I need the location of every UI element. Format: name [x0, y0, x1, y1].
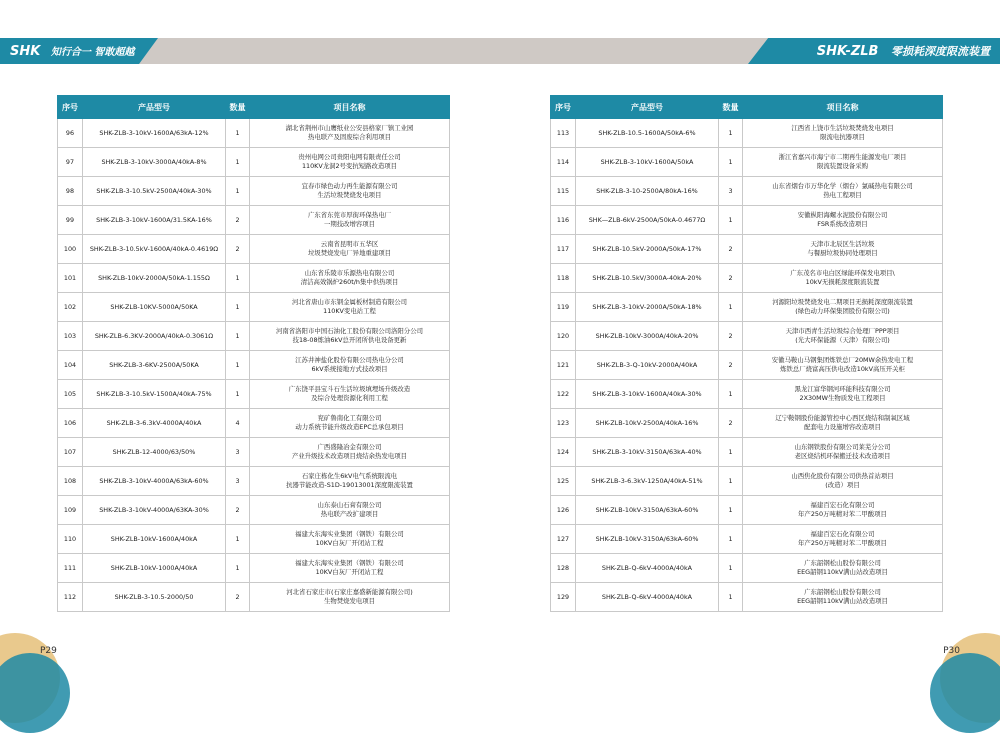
- cell-no: 125: [551, 467, 576, 496]
- cell-no: 119: [551, 293, 576, 322]
- project-line: 广东韶钢松山股份有限公司: [804, 559, 881, 567]
- project-line: 福建百宏石化有限公司: [810, 501, 875, 509]
- table-row: [551, 264, 943, 293]
- cell-project: [743, 351, 943, 380]
- table-row: [58, 322, 450, 351]
- cell-project: [250, 525, 450, 554]
- cell-model: SHK-ZLB-3-10kV-2000A/50kA-18%: [576, 293, 719, 322]
- cell-model: SHK-ZLB-3-10.5-2000/50: [83, 583, 226, 612]
- cell-model: SHK-ZLB-3-10kV-1600A/40kA-30%: [576, 380, 719, 409]
- cell-model: SHK-ZLB-3-6.3kV-4000A/40kA: [83, 409, 226, 438]
- project-line: 技18-08炼油6kV总开闭所供电设备更新: [292, 336, 407, 344]
- product-name-title: 零损耗深度限流装置: [891, 45, 990, 58]
- project-line: 福建大东海实业集团（钢铁）有限公司: [295, 559, 404, 567]
- project-line: (光大环保能源（天津）有限公司): [795, 336, 890, 344]
- project-line: 河北省石家庄市(石家庄嘉盛新能源有限公司): [286, 588, 413, 596]
- cell-no: 118: [551, 264, 576, 293]
- project-line: 生活垃圾焚烧发电项目: [317, 191, 382, 199]
- table-row: [58, 583, 450, 612]
- cell-qty: 1: [719, 438, 743, 467]
- cell-no: 122: [551, 380, 576, 409]
- project-line: 10KV白灰厂开闭站工程: [315, 568, 384, 576]
- header-left-brand: [10, 43, 134, 59]
- project-line: 6kV系统接地方式技改项目: [311, 365, 388, 373]
- cell-project: [250, 264, 450, 293]
- table-row: [58, 467, 450, 496]
- table-row: [551, 177, 943, 206]
- table-row: [58, 235, 450, 264]
- project-line: 10KV白灰厂开闭站工程: [315, 539, 384, 547]
- project-line: 老区烧结机环保搬迁技术改造项目: [794, 452, 891, 460]
- project-line: 山东泰山石膏有限公司: [317, 501, 382, 509]
- table-row: [58, 380, 450, 409]
- project-line: 广东省东莞市厚街环保热电厂: [307, 211, 392, 219]
- page-number-right: P30: [943, 646, 960, 656]
- project-line: 生物焚烧发电项目: [323, 597, 376, 605]
- project-line: 年产250万吨精对苯二甲酸项目: [798, 539, 887, 547]
- table-row: [551, 496, 943, 525]
- cell-model: SHK-ZLB-10kV-2000A/50kA-1.155Ω: [83, 264, 226, 293]
- project-line: 石家庄栋化生6kV电气系统限流电: [301, 472, 398, 480]
- cell-project: [250, 467, 450, 496]
- cell-no: 113: [551, 119, 576, 148]
- project-line: 山西焦化股份有限公司供热首站项目: [791, 472, 894, 480]
- project-line: 天津市西青生活垃圾综合处理厂PPP项目: [785, 327, 900, 335]
- brand-slogan: 知行合一 智敢超越: [50, 47, 135, 58]
- project-line: FSR系统改造项目: [817, 220, 868, 228]
- cell-qty: 1: [719, 148, 743, 177]
- cell-model: SHK-ZLB-Q-6kV-4000A/40kA: [576, 554, 719, 583]
- project-line: 辽宁鞍钢股份能源管控中心西区烧结和制氧区域: [775, 414, 910, 422]
- cell-qty: 2: [226, 206, 250, 235]
- cell-model: SHK-ZLB-3-6.3kV-1250A/40kA-51%: [576, 467, 719, 496]
- cell-qty: 2: [719, 351, 743, 380]
- project-line: 2X30MW生物质发电工程项目: [799, 394, 886, 402]
- col-header-model: 产品型号: [83, 96, 226, 119]
- cell-qty: 1: [226, 148, 250, 177]
- table-row: [551, 322, 943, 351]
- cell-model: SHK-ZLB-3-10kV-1600A/31.5KA-16%: [83, 206, 226, 235]
- project-line: 广东茂名市电白区绿能环保发电项目\: [790, 269, 895, 277]
- project-table-right: [550, 95, 943, 612]
- cell-no: 100: [58, 235, 83, 264]
- project-line: 动力系统节能升级改造EPC总承包项目: [295, 423, 404, 431]
- project-line: 江西省上饶市生活垃圾焚烧发电项目: [791, 124, 894, 132]
- cell-qty: 1: [719, 293, 743, 322]
- project-line: 产业升级技术改造项目烧结余热发电项目: [291, 452, 408, 460]
- project-line: 热电联产及固废综合利用项目: [307, 133, 392, 141]
- cell-model: SHK-ZLB-10kV-2500A/40kA-16%: [576, 409, 719, 438]
- col-header-project: 项目名称: [250, 96, 450, 119]
- cell-qty: 1: [226, 264, 250, 293]
- table-row: [58, 496, 450, 525]
- cell-project: [743, 438, 943, 467]
- project-line: 兖矿鲁南化工有限公司: [317, 414, 382, 422]
- project-line: 贵州电网公司贵阳电网有限责任公司: [298, 153, 401, 161]
- project-line: 限流电抗器项目: [820, 133, 865, 141]
- cell-no: 121: [551, 351, 576, 380]
- cell-no: 114: [551, 148, 576, 177]
- cell-model: SHK-ZLB-10kV-1000A/40kA: [83, 554, 226, 583]
- cell-model: SHK-ZLB-10.5kV/3000A-40kA-20%: [576, 264, 719, 293]
- project-line: 河源阳垃圾焚烧发电二期项目无损耗深度限流装置: [772, 298, 913, 306]
- project-line: 热电联产改扩建项目: [320, 510, 379, 518]
- cell-model: SHK-ZLB-Q-6kV-4000A/40kA: [576, 583, 719, 612]
- cell-project: [743, 554, 943, 583]
- cell-no: 108: [58, 467, 83, 496]
- cell-project: [250, 206, 450, 235]
- cell-project: [250, 409, 450, 438]
- cell-project: [743, 496, 943, 525]
- cell-model: SHK-ZLB-3-10.5kV-1500A/40kA-75%: [83, 380, 226, 409]
- project-line: 黑龙江富华钢河环能科技有限公司: [794, 385, 891, 393]
- product-model-title: SHK-ZLB: [816, 44, 879, 59]
- decor-corner-right-teal: [930, 653, 1000, 733]
- cell-no: 99: [58, 206, 83, 235]
- project-line: 安徽马鞍山马钢集团炼铁总厂20MW余热发电工程: [771, 356, 914, 364]
- cell-no: 117: [551, 235, 576, 264]
- cell-qty: 2: [719, 235, 743, 264]
- table-row: [551, 583, 943, 612]
- cell-no: 97: [58, 148, 83, 177]
- project-line: 及综合处理资源化利用工程: [311, 394, 388, 402]
- table-row: [551, 351, 943, 380]
- cell-model: SHK-ZLB-10.5kV-2000A/50kA-17%: [576, 235, 719, 264]
- table-row: [551, 380, 943, 409]
- cell-project: [743, 322, 943, 351]
- cell-project: [250, 380, 450, 409]
- cell-qty: 2: [226, 496, 250, 525]
- table-row: [551, 148, 943, 177]
- cell-no: 102: [58, 293, 83, 322]
- project-line: 110KV龙洞2号变抗短路改造项目: [301, 162, 398, 170]
- cell-no: 96: [58, 119, 83, 148]
- cell-qty: 2: [719, 264, 743, 293]
- table-row: [551, 235, 943, 264]
- cell-project: [743, 293, 943, 322]
- cell-qty: 3: [226, 467, 250, 496]
- cell-qty: 1: [719, 206, 743, 235]
- cell-no: 109: [58, 496, 83, 525]
- project-line: 广东韶钢松山股份有限公司: [804, 588, 881, 596]
- project-line: (绿色动力环保集团股份有限公司): [795, 307, 890, 315]
- cell-model: SHK-ZLB-3-10.5kV-1600A/40kA-0.4619Ω: [83, 235, 226, 264]
- cell-model: SHK-ZLB-3-10kV-3150A/63kA-40%: [576, 438, 719, 467]
- table-row: [551, 467, 943, 496]
- cell-project: [250, 177, 450, 206]
- decor-corner-left-teal: [0, 653, 70, 733]
- cell-qty: 1: [719, 525, 743, 554]
- cell-qty: 3: [226, 438, 250, 467]
- header-right-title: [817, 43, 990, 59]
- project-line: 福建大东海实业集团（钢铁）有限公司: [295, 530, 404, 538]
- cell-project: [250, 496, 450, 525]
- project-line: 浙江省嘉兴市海宁市二期再生能源发电厂项目: [778, 153, 907, 161]
- project-line: 配套电力设施增容改造项目: [804, 423, 881, 431]
- cell-model: SHK-ZLB-3-10kV-1600A/50kA: [576, 148, 719, 177]
- cell-project: [743, 583, 943, 612]
- project-line: 广东饶平县宝斗石生活垃圾填埋场升级改造: [288, 385, 411, 393]
- table-row: [551, 554, 943, 583]
- cell-qty: 1: [719, 119, 743, 148]
- cell-no: 112: [58, 583, 83, 612]
- col-header-no: 序号: [551, 96, 576, 119]
- cell-project: [250, 235, 450, 264]
- cell-no: 98: [58, 177, 83, 206]
- cell-project: [743, 264, 943, 293]
- cell-project: [743, 148, 943, 177]
- cell-project: [743, 206, 943, 235]
- cell-project: [250, 148, 450, 177]
- cell-project: [743, 177, 943, 206]
- table-row: [58, 119, 450, 148]
- cell-model: SHK-ZLB-12-4000/63/50%: [83, 438, 226, 467]
- cell-qty: 1: [719, 554, 743, 583]
- cell-model: SHK-ZLB-10kV-3000A/40kA-20%: [576, 322, 719, 351]
- project-line: 宜春市绿色动力再生能源有限公司: [301, 182, 398, 190]
- project-line: 河南省洛阳市中国石油化工股份有限公司洛阳分公司: [276, 327, 423, 335]
- table-row: [551, 293, 943, 322]
- cell-project: [250, 554, 450, 583]
- cell-model: SHK-ZLB-10kV-1600A/40kA: [83, 525, 226, 554]
- cell-project: [250, 322, 450, 351]
- cell-model: SHK-ZLB-3-10-2500A/80kA-16%: [576, 177, 719, 206]
- project-line: 热电工程项目: [823, 191, 862, 199]
- project-line: 年产250万吨精对苯二甲酸项目: [798, 510, 887, 518]
- table-row: [58, 264, 450, 293]
- cell-no: 105: [58, 380, 83, 409]
- table-row: [551, 525, 943, 554]
- cell-project: [250, 119, 450, 148]
- project-line: 山东省烟台市万华化学（烟台）氯碱热电有限公司: [772, 182, 913, 190]
- cell-no: 127: [551, 525, 576, 554]
- table-row: [58, 525, 450, 554]
- cell-qty: 1: [719, 583, 743, 612]
- cell-no: 124: [551, 438, 576, 467]
- col-header-qty: 数量: [719, 96, 743, 119]
- cell-qty: 3: [719, 177, 743, 206]
- cell-qty: 1: [226, 554, 250, 583]
- col-header-model: 产品型号: [576, 96, 719, 119]
- cell-no: 120: [551, 322, 576, 351]
- cell-qty: 1: [226, 293, 250, 322]
- cell-project: [250, 293, 450, 322]
- cell-qty: 1: [226, 177, 250, 206]
- cell-no: 111: [58, 554, 83, 583]
- cell-model: SHK-ZLB-3-10.5kV-2500A/40kA-30%: [83, 177, 226, 206]
- cell-no: 106: [58, 409, 83, 438]
- project-table-left: [57, 95, 450, 612]
- col-header-no: 序号: [58, 96, 83, 119]
- table-row: [58, 177, 450, 206]
- project-line: 云南省昆明市五华区: [320, 240, 379, 248]
- table-row: [551, 438, 943, 467]
- cell-qty: 2: [719, 409, 743, 438]
- cell-model: SHK-ZLB-6.3KV-2000A/40kA-0.3061Ω: [83, 322, 226, 351]
- project-line: 清洁高效锅炉260t/h集中供热项目: [300, 278, 399, 286]
- page-number-left: P29: [40, 646, 57, 656]
- project-line: 广西盛隆冶金有限公司: [317, 443, 382, 451]
- cell-qty: 2: [226, 583, 250, 612]
- table-row: [551, 119, 943, 148]
- cell-project: [250, 351, 450, 380]
- cell-qty: 1: [226, 119, 250, 148]
- cell-qty: 2: [719, 322, 743, 351]
- table-row: [551, 409, 943, 438]
- table-row: [58, 438, 450, 467]
- cell-project: [743, 409, 943, 438]
- col-header-project: 项目名称: [743, 96, 943, 119]
- project-line: 安徽枞阳海螺水泥股份有限公司: [797, 211, 888, 219]
- cell-model: SHK-ZLB-10kV-3150A/63kA-60%: [576, 496, 719, 525]
- project-line: 山东钢铁股份有限公司莱芜分公司: [794, 443, 891, 451]
- project-line: 河北省唐山市东钢金属板材制造有限公司: [291, 298, 408, 306]
- cell-qty: 2: [226, 235, 250, 264]
- cell-qty: 1: [719, 467, 743, 496]
- cell-qty: 1: [226, 322, 250, 351]
- project-line: 江苏井神盐化股份有限公司热电分公司: [295, 356, 404, 364]
- table-row: [58, 409, 450, 438]
- cell-project: [250, 583, 450, 612]
- project-line: 山东省乐陵市乐源热电有限公司: [304, 269, 395, 277]
- table-row: [58, 554, 450, 583]
- cell-qty: 1: [719, 380, 743, 409]
- cell-model: SHK-ZLB-10kV-3150A/63kA-60%: [576, 525, 719, 554]
- col-header-qty: 数量: [226, 96, 250, 119]
- cell-model: SHK-ZLB-3-10kV-4000A/63kA-60%: [83, 467, 226, 496]
- cell-model: SHK-ZLB-3-10kV-1600A/63kA-12%: [83, 119, 226, 148]
- project-line: 福建百宏石化有限公司: [810, 530, 875, 538]
- cell-no: 107: [58, 438, 83, 467]
- cell-no: 110: [58, 525, 83, 554]
- cell-qty: 1: [226, 380, 250, 409]
- cell-model: SHK-ZLB-3-10kV-4000A/63KA-30%: [83, 496, 226, 525]
- cell-model: SHK-ZLB-10.5-1600A/50kA-6%: [576, 119, 719, 148]
- cell-project: [743, 525, 943, 554]
- cell-project: [250, 438, 450, 467]
- cell-model: SHK-ZLB-3-10kV-3000A/40kA-8%: [83, 148, 226, 177]
- cell-model: SHK-ZLB-10KV-5000A/50KA: [83, 293, 226, 322]
- table-row: [58, 293, 450, 322]
- cell-project: [743, 119, 943, 148]
- cell-no: 104: [58, 351, 83, 380]
- cell-model: SHK—ZLB-6kV-2500A/50kA-0.4677Ω: [576, 206, 719, 235]
- cell-model: SHK-ZLB-3-Q-10kV-2000A/40kA: [576, 351, 719, 380]
- cell-no: 115: [551, 177, 576, 206]
- table-row: [551, 206, 943, 235]
- cell-project: [743, 235, 943, 264]
- cell-qty: 1: [226, 525, 250, 554]
- project-line: 限流装置设备采购: [816, 162, 869, 170]
- project-line: 一期技改增容项目: [323, 220, 376, 228]
- project-line: EEG韶钢110kV满山站改造项目: [797, 568, 888, 576]
- project-line: 与餐厨垃圾协同处理项目: [807, 249, 878, 257]
- brand-logo: SHK: [10, 44, 41, 59]
- project-line: (改造）项目: [825, 481, 860, 489]
- cell-no: 128: [551, 554, 576, 583]
- cell-qty: 1: [719, 496, 743, 525]
- cell-project: [743, 467, 943, 496]
- project-line: 抗器节能改造-S1D-19013001深度限流装置: [286, 481, 413, 489]
- cell-model: SHK-ZLB-3-6KV-2500A/50KA: [83, 351, 226, 380]
- cell-qty: 4: [226, 409, 250, 438]
- cell-no: 116: [551, 206, 576, 235]
- cell-project: [743, 380, 943, 409]
- project-line: 炼铁总厂烧富高压供电改造10kV高压开关柜: [780, 365, 905, 373]
- cell-no: 129: [551, 583, 576, 612]
- project-line: 湖北省荆州市山鹰纸业公安县格家厂镇工业园: [285, 124, 414, 132]
- cell-no: 103: [58, 322, 83, 351]
- table-row: [58, 148, 450, 177]
- table-row: [58, 206, 450, 235]
- project-line: 垃圾焚烧发电厂异地重建项目: [307, 249, 392, 257]
- table-row: [58, 351, 450, 380]
- cell-qty: 1: [226, 351, 250, 380]
- project-line: 110KV变电站工程: [323, 307, 376, 315]
- cell-no: 123: [551, 409, 576, 438]
- project-line: EEG韶钢110kV满山站改造项目: [797, 597, 888, 605]
- project-line: 10kV无损耗深度限流装置: [805, 278, 880, 286]
- project-line: 天津市北辰区生活垃圾: [810, 240, 875, 248]
- cell-no: 101: [58, 264, 83, 293]
- cell-no: 126: [551, 496, 576, 525]
